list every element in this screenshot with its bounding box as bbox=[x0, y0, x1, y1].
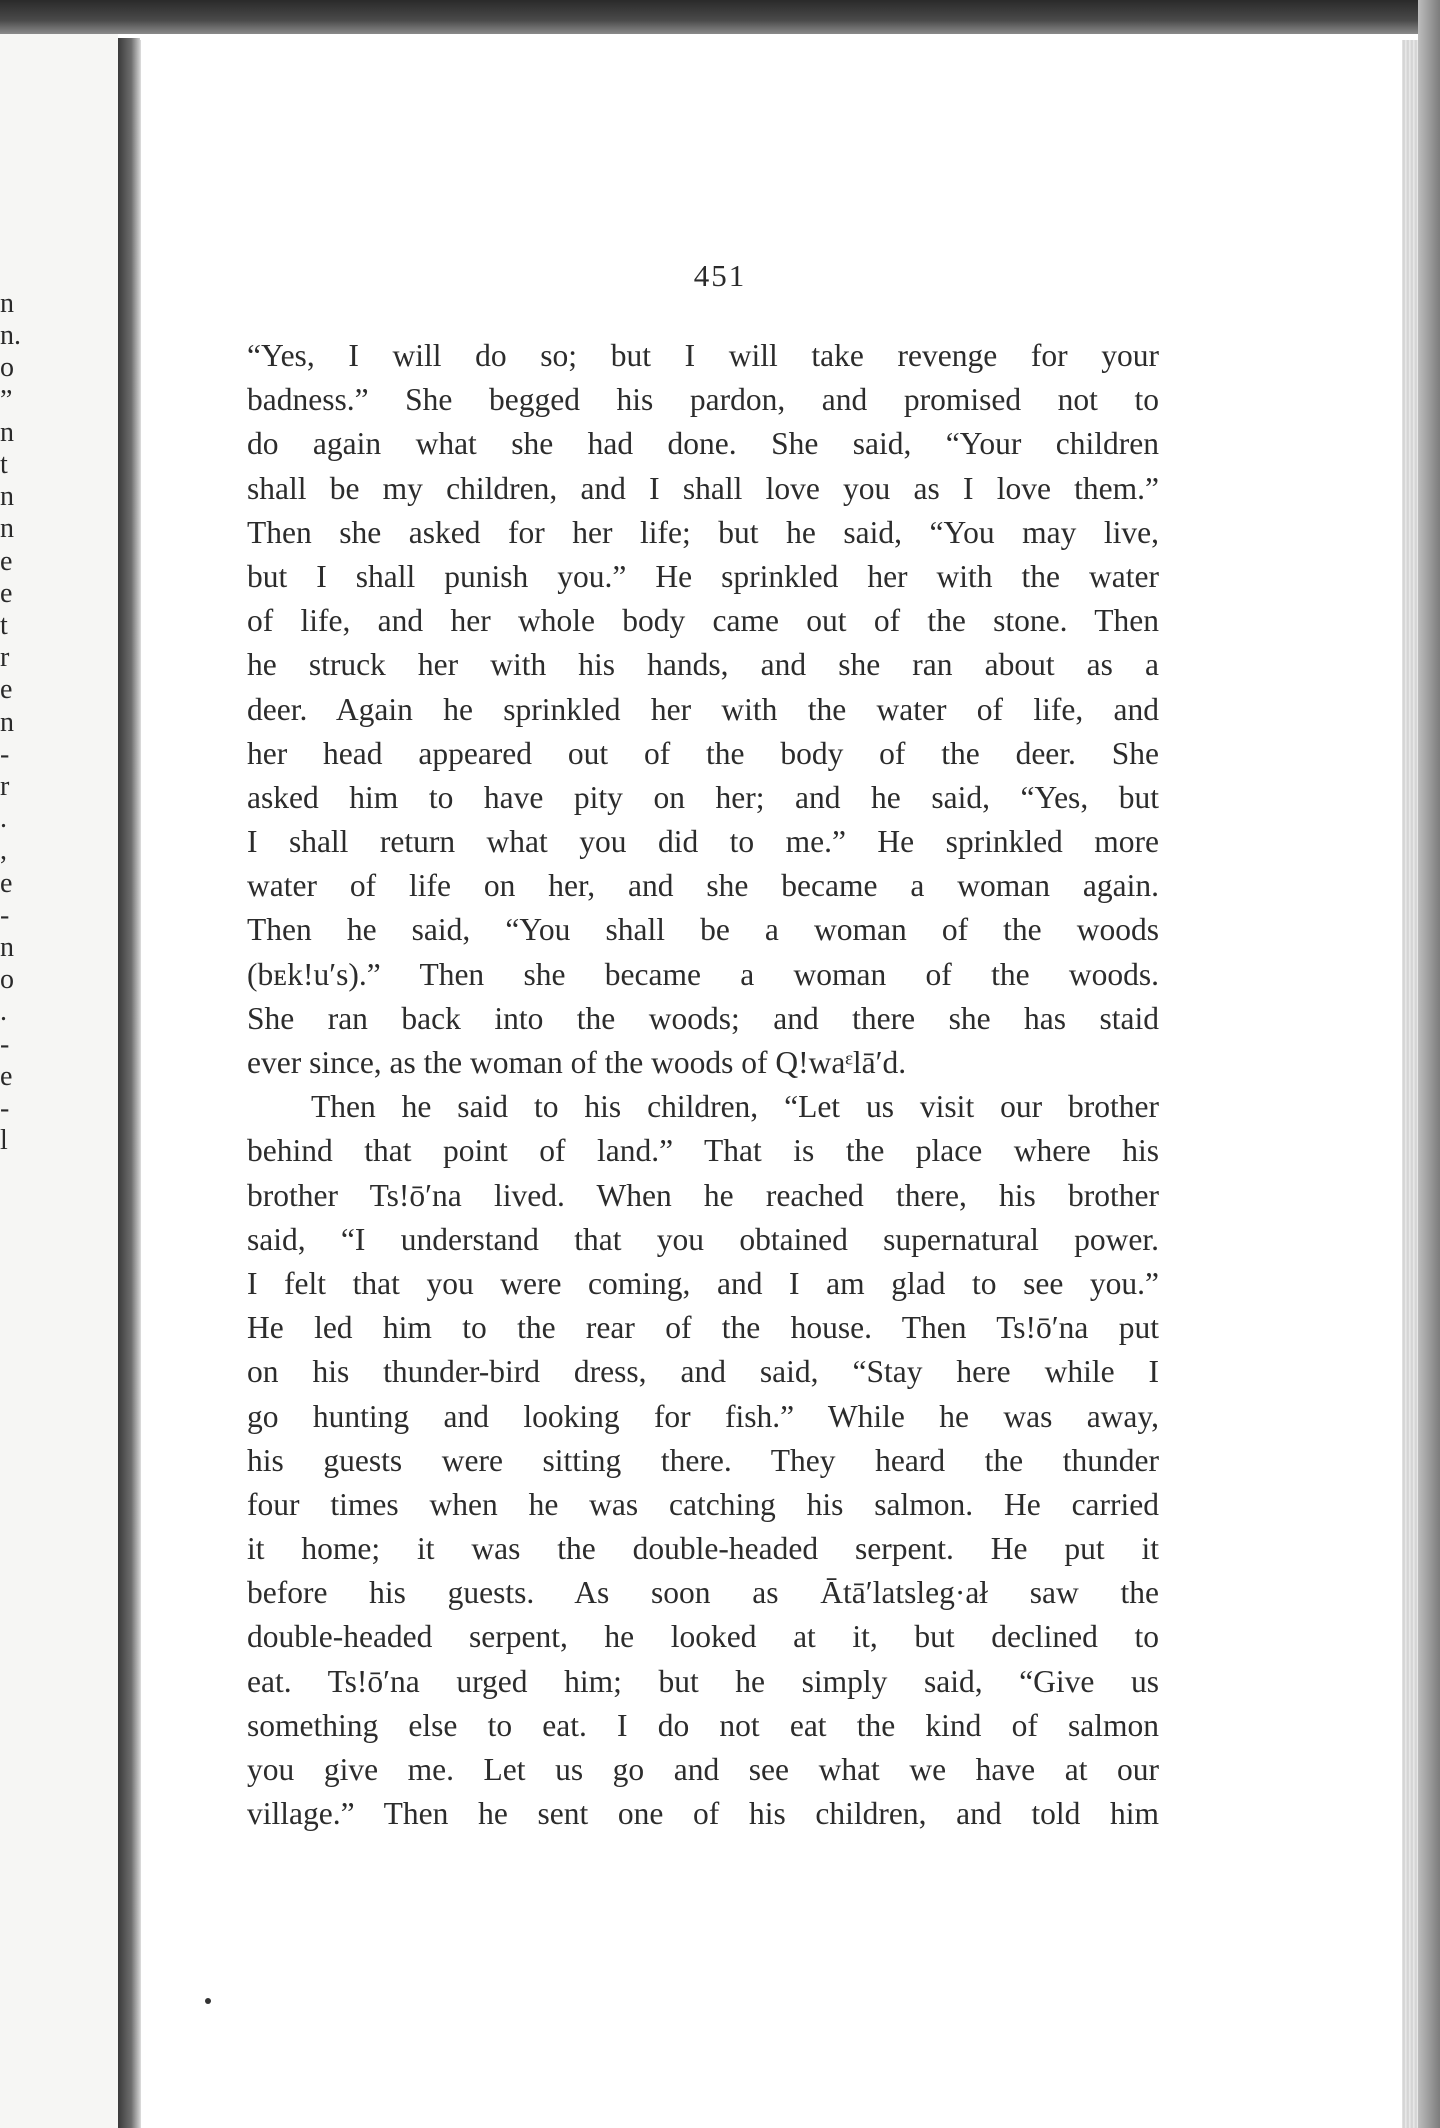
text-line: but I shall punish you.” He sprinkled her with the water bbox=[247, 558, 1159, 594]
text-line: her head appeared out of the body of the deer. She bbox=[247, 735, 1159, 771]
text-line: village.” Then he sent one of his children, and told him bbox=[247, 1796, 1159, 1832]
facing-page-char: n bbox=[0, 706, 14, 738]
facing-page-char: l bbox=[0, 1125, 8, 1157]
text-line: She ran back into the woods; and there she has staid bbox=[247, 1000, 1159, 1036]
text-line: double-headed serpent, he looked at it, but declined to bbox=[247, 1619, 1159, 1655]
facing-page-char: ” bbox=[0, 384, 13, 416]
text-line: asked him to have pity on her; and he said, “Yes, but bbox=[247, 779, 1159, 815]
text-line: on his thunder-bird dress, and said, “Stay here while I bbox=[247, 1354, 1159, 1390]
body-text bbox=[247, 334, 1159, 1836]
facing-page-char: n. bbox=[0, 320, 21, 352]
text-line: Then he said to his children, “Let us visit our brother bbox=[311, 1089, 1159, 1125]
text-line: eat. Ts!ō′na urged him; but he simply said, “Give us bbox=[247, 1663, 1159, 1699]
scanner-top-edge bbox=[0, 0, 1440, 34]
ink-speck bbox=[205, 1998, 211, 2004]
text-line: go hunting and looking for fish.” While he was away, bbox=[247, 1398, 1159, 1434]
text-line: he struck her with his hands, and she ran about as a bbox=[247, 647, 1159, 683]
facing-page-char: . bbox=[0, 803, 7, 835]
text-line: Then he said, “You shall be a woman of the woods bbox=[247, 912, 1159, 948]
page-edges bbox=[1402, 40, 1418, 2128]
facing-page-char: e bbox=[0, 674, 13, 706]
facing-page-char: - bbox=[0, 1093, 10, 1124]
facing-page-char: e bbox=[0, 867, 13, 899]
text-line: four times when he was catching his salmon. He carried bbox=[247, 1486, 1159, 1522]
text-line: badness.” She begged his pardon, and promised not to bbox=[247, 382, 1159, 418]
facing-page-char: , bbox=[0, 835, 7, 867]
facing-page-char: r bbox=[0, 642, 10, 674]
facing-page-char: n bbox=[0, 513, 14, 545]
text-line: water of life on her, and she became a woman again. bbox=[247, 868, 1159, 904]
facing-page-char: o bbox=[0, 352, 14, 384]
facing-page-char: n bbox=[0, 932, 14, 963]
facing-page-char: n bbox=[0, 416, 14, 448]
text-line: I shall return what you did to me.” He sprinkled more bbox=[247, 824, 1159, 860]
facing-page-char: - bbox=[0, 738, 10, 770]
facing-page-char: n bbox=[0, 288, 14, 319]
facing-page-char: o bbox=[0, 964, 14, 996]
text-line: before his guests. As soon as Ātā′latsleg·ał saw the bbox=[247, 1575, 1159, 1611]
text-line: (bᴇk!u′s).” Then she became a woman of the woods. bbox=[247, 956, 1159, 992]
text-line: something else to eat. I do not eat the kind of salmon bbox=[247, 1707, 1159, 1743]
text-line: ever since, as the woman of the woods of Q!waᵋlā′d. bbox=[247, 1045, 907, 1080]
facing-page-char: - bbox=[0, 1028, 10, 1060]
text-line: do again what she had done. She said, “Your children bbox=[247, 426, 1159, 462]
text-line: shall be my children, and I shall love you as I love them.” bbox=[247, 470, 1159, 506]
text-line: it home; it was the double-headed serpent. He put it bbox=[247, 1531, 1159, 1567]
facing-page-char: n bbox=[0, 481, 14, 513]
facing-page-char: t bbox=[0, 449, 8, 480]
scanner-right-edge bbox=[1418, 0, 1440, 2128]
text-line: I felt that you were coming, and I am glad to see you.” bbox=[247, 1265, 1159, 1301]
text-line: Then she asked for her life; but he said, “You may live, bbox=[247, 514, 1159, 550]
facing-page-char: t bbox=[0, 610, 8, 641]
text-line: brother Ts!ō′na lived. When he reached there, his brother bbox=[247, 1177, 1159, 1213]
page-number: 451 bbox=[693, 258, 747, 293]
text-line: behind that point of land.” That is the place where his bbox=[247, 1133, 1159, 1169]
book-gutter bbox=[118, 38, 140, 2128]
facing-page-char: r bbox=[0, 771, 10, 802]
text-line: He led him to the rear of the house. Then Ts!ō′na put bbox=[247, 1310, 1159, 1346]
facing-page bbox=[0, 34, 118, 2128]
text-line: of life, and her whole body came out of the stone. Then bbox=[247, 603, 1159, 639]
facing-page-char: e bbox=[0, 1060, 13, 1092]
facing-page-char: . bbox=[0, 996, 7, 1028]
text-line: said, “I understand that you obtained supernatural power. bbox=[247, 1221, 1159, 1257]
text-line: his guests were sitting there. They heard the thunder bbox=[247, 1442, 1159, 1478]
facing-page-char: e bbox=[0, 545, 13, 577]
text-line: deer. Again he sprinkled her with the water of life, and bbox=[247, 691, 1159, 727]
text-line: you give me. Let us go and see what we have at our bbox=[247, 1752, 1159, 1787]
facing-page-char: e bbox=[0, 577, 13, 609]
text-line: “Yes, I will do so; but I will take revenge for your bbox=[247, 338, 1159, 373]
facing-page-char: - bbox=[0, 899, 10, 931]
